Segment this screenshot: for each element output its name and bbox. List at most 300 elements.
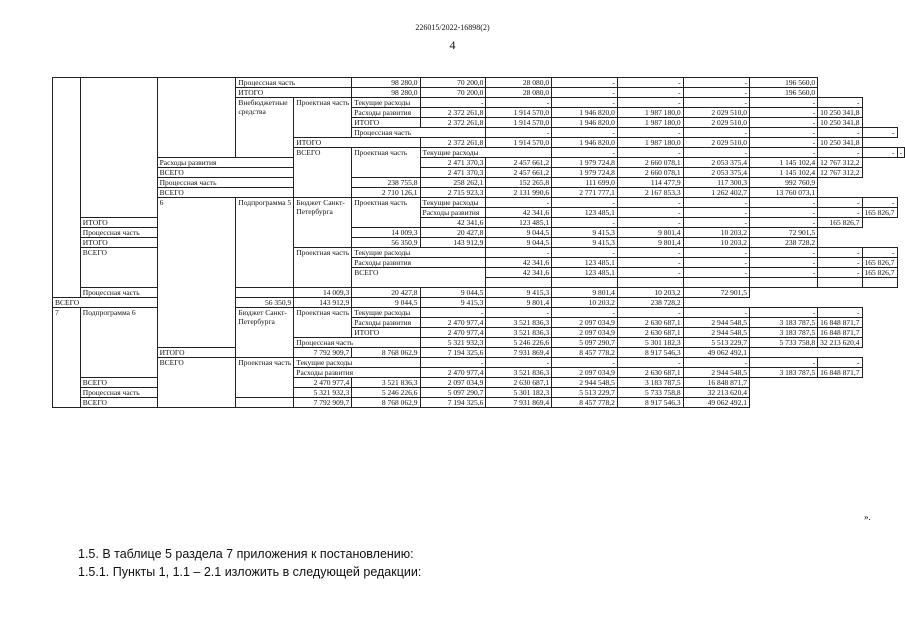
table-cell: 3 521 836,3 [486,328,552,338]
table-cell: - [897,148,905,158]
table-cell: - [749,248,817,258]
table-cell: 32 213 620,4 [683,388,749,398]
table-cell: 20 427,8 [420,228,486,238]
table-cell: 123 485,1 [552,208,618,218]
table-cell: 49 062 492,1 [683,348,749,358]
table-cell: 12 767 312,2 [818,158,862,168]
table-cell: 9 801,4 [486,298,552,308]
table-cell: 2 029 510,0 [683,138,749,148]
table-cell: 42 341,6 [486,258,552,268]
table-cell: Проектная часть [352,148,420,178]
table-cell: 123 485,1 [552,268,618,278]
table-cell: 98 280,0 [352,78,420,88]
table-cell: 10 250 341,8 [818,108,862,118]
table-cell: 16 848 871,7 [818,368,862,378]
table-row [53,348,905,358]
table-cell: 238 728,2 [749,238,817,248]
table-cell: 5 733 758,8 [617,388,683,398]
table-cell: - [683,198,749,208]
table-cell: 7 [53,308,81,408]
table-cell [53,78,81,298]
table-cell: 2 097 034,9 [552,318,618,328]
table-cell: - [818,98,862,108]
table-cell: Процессная часть [80,388,293,398]
table-cell: 2 715 923,3 [420,188,486,198]
table-cell [617,278,683,288]
table-cell: 2 944 548,5 [683,318,749,328]
table-cell: ИТОГО [80,218,157,228]
table-cell: ИТОГО [352,328,420,338]
table-cell: - [617,148,683,158]
table-cell: Текущие расходы [294,358,420,368]
table-cell: 9 415,3 [552,238,618,248]
table-cell: 3 183 787,5 [749,318,817,328]
table-cell: 28 080,0 [486,88,552,98]
table-cell: - [818,208,862,218]
table-cell: 42 341,6 [486,208,552,218]
table-cell: 10 203,2 [683,238,749,248]
table-cell: 72 901,5 [749,228,817,238]
table-cell: 1 946 820,0 [552,118,618,128]
table-cell: - [683,218,749,228]
table-cell: - [862,128,897,138]
table-cell: 49 062 492,1 [683,398,749,408]
table-cell: 7 792 909,7 [294,348,352,358]
table-cell: - [617,258,683,268]
table-cell: 16 848 871,7 [818,328,862,338]
table-cell: 2 029 510,0 [683,118,749,128]
table-cell: 1 914 570,0 [486,108,552,118]
table-row [53,78,905,88]
table-cell: 165 826,7 [862,268,897,278]
table-cell: - [749,128,817,138]
table-cell: 7 194 325,6 [420,398,486,408]
table-cell: 20 427,8 [352,288,420,298]
table-cell: Проектная часть [294,248,352,288]
table-cell: 2 097 034,9 [552,368,618,378]
table-cell: 258 262,1 [420,178,486,188]
table-cell: - [683,128,749,138]
table-cell: 9 044,5 [486,228,552,238]
table-cell: Процессная часть [80,288,293,298]
table-row [53,178,905,188]
table-cell: 16 848 871,7 [818,318,862,328]
table-cell: 10 203,2 [683,228,749,238]
table-cell: 165 826,7 [818,218,862,228]
table-cell: Процессная часть [80,228,236,238]
table-cell: 2 372 261,8 [420,118,486,128]
table-cell: 2 660 078,1 [617,158,683,168]
table-cell: - [818,248,862,258]
table-cell: - [683,308,749,318]
table-cell [80,78,157,218]
table-cell: 3 521 836,3 [486,368,552,378]
table-cell: ИТОГО [236,88,352,98]
table-cell: Проектная часть [352,198,420,228]
table-cell: - [617,98,683,108]
table-cell: 10 250 341,8 [818,138,862,148]
table-cell: - [617,308,683,318]
table-cell: - [617,198,683,208]
table-cell: 3 183 787,5 [749,328,817,338]
table-cell: - [552,358,618,368]
table-cell: 196 560,0 [749,88,817,98]
table-cell [552,278,618,288]
table-cell: - [486,248,552,258]
table-cell: Процессная часть [157,178,352,188]
table-cell: 2 630 687,1 [486,378,552,388]
table-cell: - [683,268,749,278]
table-cell: - [862,198,897,208]
table-row [53,358,905,368]
table-cell: 3 183 787,5 [617,378,683,388]
table-row [53,288,905,298]
table-cell: 9 044,5 [420,288,486,298]
table-cell: 2 630 687,1 [617,318,683,328]
paragraph-1-5-1: 1.5.1. Пункты 1, 1.1 – 2.1 изложить в следующей редакции: [78,565,422,579]
table-closing-quote: ». [864,512,871,522]
table-cell [157,78,236,158]
table-cell: ВСЕГО [157,188,352,198]
table-cell: 13 760 073,1 [749,188,817,198]
table-cell [486,278,552,288]
table-cell: - [552,308,618,318]
table-cell [749,278,817,288]
table-cell: ВСЕГО [294,148,352,198]
table-cell: 152 265,8 [486,178,552,188]
table-cell: 2 944 548,5 [683,368,749,378]
table-cell: 2 630 687,1 [617,328,683,338]
table-row [53,228,905,238]
table-cell: - [749,108,817,118]
table-cell: 117 300,3 [683,178,749,188]
page-number: 4 [449,38,456,52]
table-cell: ВСЕГО [80,248,157,288]
table-cell: ВСЕГО [157,358,236,408]
table-cell: - [683,78,749,88]
table-cell: 2 660 078,1 [617,168,683,178]
table-cell: 1 914 570,0 [486,138,552,148]
table-cell: ВСЕГО [53,298,236,308]
table-cell: 1 914 570,0 [486,118,552,128]
table-cell: - [683,98,749,108]
table-cell: 5 301 182,3 [617,338,683,348]
document-number: 226015/2022-16898(2) [415,23,490,32]
table-cell: - [617,78,683,88]
table-cell: 70 200,0 [420,78,486,88]
table-cell: 42 341,6 [486,268,552,278]
table-cell: 5 733 758,8 [749,338,817,348]
table-cell: - [486,128,552,138]
table-cell: - [617,268,683,278]
table-cell: - [749,148,817,158]
table-cell: - [818,128,862,138]
table-cell: Текущие расходы [420,198,486,208]
table-cell: 9 044,5 [352,298,420,308]
table-cell: - [420,98,486,108]
table-cell: 56 350,9 [236,298,294,308]
table-row [53,398,905,408]
table-cell: 8 917 546,3 [617,398,683,408]
table-cell [818,278,862,288]
table-cell: 28 080,0 [486,78,552,88]
table-cell: 8 917 546,3 [617,348,683,358]
table-cell: ВСЕГО [157,168,294,178]
table-cell: 9 415,3 [486,288,552,298]
table-cell: 196 560,0 [749,78,817,88]
table-cell: 8 457 778,2 [552,348,618,358]
table-cell: 2 471 370,3 [420,158,486,168]
table-cell: - [617,248,683,258]
table-cell: 238 755,8 [352,178,420,188]
table-cell: - [617,218,683,228]
table-cell: 2 457 661,2 [486,158,552,168]
table-cell: - [617,128,683,138]
table-cell: 2 944 548,5 [683,328,749,338]
table-cell: - [818,258,862,268]
table-cell: 9 801,4 [552,288,618,298]
table-cell: 9 801,4 [617,238,683,248]
table-cell: Текущие расходы [352,248,486,258]
table-cell: 5 246 226,6 [352,388,420,398]
table-cell: 9 415,3 [420,298,486,308]
table-cell: 5 321 932,3 [420,338,486,348]
table-row [53,198,905,208]
table-cell: Подпрограмма 6 [80,308,157,378]
table-cell: ВСЕГО [80,378,236,388]
table-cell: 1 979 724,8 [552,158,618,168]
table-cell: 98 280,0 [352,88,420,98]
table-cell: 2 944 548,5 [552,378,618,388]
table-cell [862,278,897,288]
table-cell: - [683,258,749,268]
table-cell: Процессная часть [352,128,486,138]
table-cell: Процессная часть [236,78,352,88]
table-row [53,168,905,178]
table-cell: Подпрограмма 5 [236,198,294,288]
table-cell: Процессная часть [294,338,420,348]
table-cell: 32 213 620,4 [818,338,862,348]
table-cell: - [617,358,683,368]
table-cell: 1 987 180,0 [617,118,683,128]
table-cell: 2 470 977,4 [420,368,486,378]
table-cell: - [818,358,862,368]
table-cell: - [552,248,618,258]
table-cell: 12 767 312,2 [818,168,862,178]
table-cell: 2 771 777,1 [552,188,618,198]
paragraph-1-5: 1.5. В таблице 5 раздела 7 приложения к постановлению: [78,547,414,561]
table-cell: 14 009,3 [352,228,420,238]
table-cell: - [552,218,618,228]
table-cell: 7 194 325,6 [420,348,486,358]
table-cell: - [486,358,552,368]
table-row [53,158,905,168]
table-cell: 2 053 375,4 [683,168,749,178]
table-cell: 10 250 341,8 [818,118,862,128]
table-cell: 1 946 820,0 [552,138,618,148]
table-cell: - [552,98,618,108]
table-cell: 1 946 820,0 [552,108,618,118]
table-cell: 165 826,7 [862,208,897,218]
table-cell: - [552,88,618,98]
table-cell: 2 470 977,4 [294,378,352,388]
table-cell: - [552,128,618,138]
table-row [53,388,905,398]
table-cell: 7 931 869,4 [486,348,552,358]
table-cell: - [749,118,817,128]
budget-table [52,77,905,408]
table-cell: 238 728,2 [617,298,683,308]
table-row [53,238,905,248]
table-cell: Расходы развития [352,258,486,268]
table-cell: - [749,138,817,148]
table-cell: 123 485,1 [486,218,552,228]
table-cell: - [749,218,817,228]
table-cell: - [749,258,817,268]
table-cell: - [683,358,749,368]
table-row [53,298,905,308]
table-row [53,378,905,388]
table-cell: 143 912,9 [294,298,352,308]
table-cell: - [683,248,749,258]
table-cell: - [749,358,817,368]
table-cell: 2 372 261,8 [420,138,486,148]
table-cell: 14 009,3 [294,288,352,298]
table-cell: 10 203,2 [617,288,683,298]
table-cell: - [749,208,817,218]
table-cell: 8 768 062,9 [352,398,420,408]
table-cell: 2 470 977,4 [420,328,486,338]
table-cell: - [552,148,618,158]
table-cell: 9 801,4 [617,228,683,238]
table-cell: 123 485,1 [552,258,618,268]
table-cell: Проектная часть [294,98,352,138]
table-cell: 2 630 687,1 [617,368,683,378]
table-cell: 8 768 062,9 [352,348,420,358]
table-cell: - [683,148,749,158]
table-cell: 6 [157,198,236,348]
table-cell: - [420,358,486,368]
table-cell: Бюджет Санкт-Петербурга [236,308,294,358]
table-cell: 992 760,9 [749,178,817,188]
table-cell: - [552,198,618,208]
table-cell: 114 477,9 [617,178,683,188]
table-cell: Расходы развития [294,368,420,378]
table-cell: ИТОГО [294,138,420,148]
table-cell: - [617,208,683,218]
table-cell: Текущие расходы [420,148,552,158]
table-cell: 3 521 836,3 [486,318,552,328]
table-cell: 2 097 034,9 [552,328,618,338]
table-cell: 5 097 290,7 [420,388,486,398]
table-cell: Расходы развития [157,158,294,168]
table-cell: Расходы развития [352,318,420,328]
table-cell: 2 470 977,4 [420,318,486,328]
table-cell: 5 513 229,7 [552,388,618,398]
table-cell: 7 931 869,4 [486,398,552,408]
table-cell: Расходы развития [352,108,420,118]
table-cell: - [683,208,749,218]
table-cell: 1 979 724,8 [552,168,618,178]
table-cell: Проектная часть [236,358,294,398]
table-cell: Текущие расходы [352,308,420,318]
table-cell: Бюджет Санкт-Петербурга [294,198,352,248]
table-row [53,188,905,198]
table-cell [683,278,749,288]
table-cell: 143 912,9 [420,238,486,248]
table-cell: - [862,248,897,258]
table-cell: 111 699,0 [552,178,618,188]
table-cell: - [486,98,552,108]
table-cell: ВСЕГО [352,268,486,288]
table-cell: 7 792 909,7 [294,398,352,408]
table-cell: - [749,198,817,208]
table-cell: 10 203,2 [552,298,618,308]
table-cell: 1 987 180,0 [617,108,683,118]
table-cell: - [818,308,862,318]
table-cell: 56 350,9 [352,238,420,248]
table-cell: 2 131 990,6 [486,188,552,198]
table-cell: - [617,88,683,98]
table-cell: 5 321 932,3 [294,388,352,398]
table-cell: 70 200,0 [420,88,486,98]
table-cell: - [749,308,817,318]
table-cell: 2 167 853,3 [617,188,683,198]
table-cell: 9 415,3 [552,228,618,238]
table-cell: 2 471 370,3 [420,168,486,178]
table-cell: - [749,98,817,108]
table-cell: 8 457 778,2 [552,398,618,408]
table-cell: - [749,268,817,278]
table-cell: - [862,148,897,158]
table-cell: 5 246 226,6 [486,338,552,348]
table-cell: 5 301 182,3 [486,388,552,398]
table-cell: - [486,198,552,208]
table-cell: - [818,148,862,158]
table-cell: - [818,198,862,208]
table-cell: 1 145 102,4 [749,168,817,178]
table-cell: 42 341,6 [420,218,486,228]
table-cell: 2 097 034,9 [420,378,486,388]
table-cell: - [552,78,618,88]
table-cell: 2 053 375,4 [683,158,749,168]
table-cell: ИТОГО [352,118,420,128]
table-cell: 2 372 261,8 [420,108,486,118]
table-cell: 3 521 836,3 [352,378,420,388]
table-cell: 1 145 102,4 [749,158,817,168]
table-cell: 2 457 661,2 [486,168,552,178]
table-cell: ИТОГО [157,348,294,358]
table-cell: 2 029 510,0 [683,108,749,118]
table-cell: Проектная часть [294,308,352,338]
table-cell: ВСЕГО [80,398,293,408]
table-cell: 1 987 180,0 [617,138,683,148]
table-cell: 3 183 787,5 [749,368,817,378]
table-cell: - [486,308,552,318]
table-cell: 165 826,7 [862,258,897,268]
table-cell: 5 097 290,7 [552,338,618,348]
table-cell: Расходы развития [420,208,486,218]
table-cell: 72 901,5 [683,288,749,298]
table-cell: 16 848 871,7 [683,378,749,388]
table-cell: 9 044,5 [486,238,552,248]
table-cell: 2 710 126,1 [352,188,420,198]
table-cell: - [420,308,486,318]
table-cell: Текущие расходы [352,98,420,108]
table-cell: - [683,88,749,98]
table-cell: - [818,268,862,278]
table-cell: 5 513 229,7 [683,338,749,348]
